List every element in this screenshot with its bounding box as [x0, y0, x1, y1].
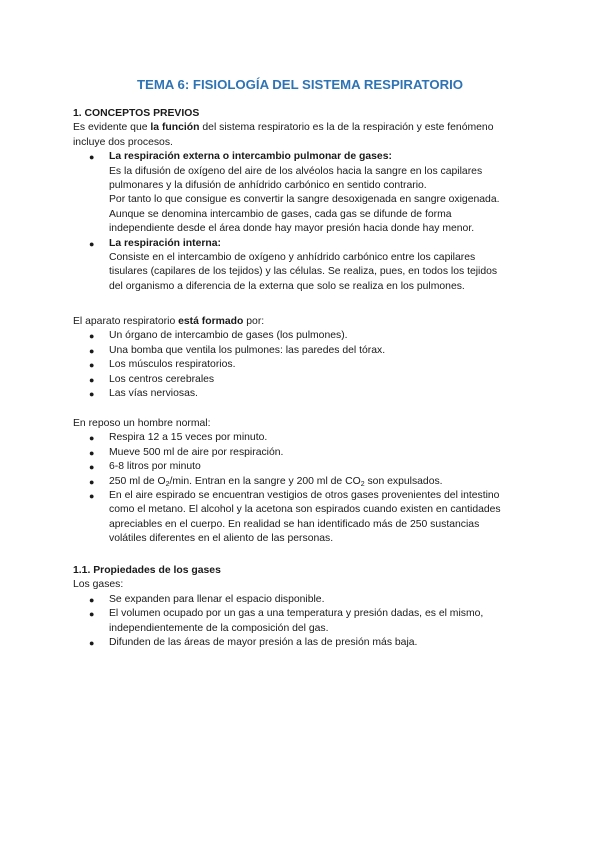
bullet-icon: ● [89, 331, 95, 342]
paragraph-line: Es la difusión de oxígeno del aire de los alvéolos hacia la sangre en los capilares [109, 165, 483, 177]
section-heading: 1. CONCEPTOS PREVIOS [73, 108, 200, 119]
paragraph-line: del organismo a diferencia de la externa que solo se realiza en los pulmones. [109, 280, 465, 292]
list-item: ● Difunden de las áreas de mayor presión a las de presión más baja. [73, 636, 533, 650]
paragraph-line: volátiles diferentes en el aliento de las personas. [109, 533, 334, 545]
list-item: ● Una bomba que ventila los pulmones: las paredes del tórax. [73, 344, 533, 358]
paragraph-line: Consiste en el intercambio de oxígeno y anhídrido carbónico entre los capilares [109, 252, 476, 264]
section-heading: 1.1. Propiedades de los gases [73, 565, 221, 576]
list-item: ● Respira 12 a 15 veces por minuto. [73, 431, 533, 445]
section-aparato [73, 315, 533, 401]
paragraph-line: Aunque se denomina intercambio de gases, cada gas se difunde de forma [109, 208, 452, 220]
list-item: ● Se expanden para llenar el espacio disponible. [73, 593, 533, 607]
bullet-icon: ● [89, 594, 95, 605]
section-reposo [73, 417, 533, 547]
page-title: TEMA 6: FISIOLOGÍA DEL SISTEMA RESPIRATORIO [136, 77, 464, 92]
paragraph-line: El volumen ocupado por un gas a una temperatura y presión dadas, es el mismo, [109, 608, 484, 620]
list-item [73, 489, 533, 547]
paragraph-line: En reposo un hombre normal: [73, 418, 211, 429]
paragraph-line: En el aire espirado se encuentran vestigios de otros gases provenientes del intestino [109, 490, 500, 502]
paragraph-line: pulmonares y la difusión de anhídrido carbónico en sentido contrario. [109, 180, 427, 192]
list-item: ● Las vías nerviosas. [73, 387, 533, 401]
list-item: ● Los músculos respiratorios. [73, 358, 533, 372]
bullet-list [73, 431, 533, 546]
section-propiedades-gases [73, 564, 533, 650]
list-item-title: La respiración interna: [109, 237, 222, 249]
list-item: ● Un órgano de intercambio de gases (los pulmones). [73, 329, 533, 343]
bullet-list [73, 593, 533, 651]
bullet-icon: ● [89, 638, 95, 649]
list-item: ● Mueve 500 ml de aire por respiración. [73, 446, 533, 460]
bullet-icon: ● [89, 491, 95, 502]
paragraph-line: incluye dos procesos. [73, 136, 173, 148]
paragraph-line: tisulares (capilares de los tejidos) y las células. Se realiza, pues, en todos los tejidos [109, 266, 498, 278]
list-item: ● 6-8 litros por minuto [73, 460, 533, 474]
list-item-title: La respiración externa o intercambio pulmonar de gases: [109, 151, 392, 163]
paragraph-line: como el metano. El alcohol y la acetona son espirados cuando existen en cantidades [109, 504, 501, 516]
bullet-list [73, 150, 533, 294]
paragraph-line: El aparato respiratorio está formado por: [73, 316, 265, 327]
paragraph-line: independiente desde el área donde hay mayor presión hacia donde hay menor. [109, 223, 475, 235]
bullet-icon: ● [89, 609, 95, 620]
bullet-icon: ● [89, 462, 95, 473]
section-conceptos-previos [73, 107, 533, 294]
bullet-icon: ● [89, 433, 95, 444]
list-item [73, 150, 533, 236]
bullet-icon: ● [89, 389, 95, 400]
bullet-icon: ● [89, 345, 95, 356]
bullet-icon: ● [89, 447, 95, 458]
bullet-list [73, 329, 533, 401]
paragraph-line: apreciables en el cuerpo. En realidad se han identificado más de 250 sustancias [109, 518, 480, 530]
paragraph-line: Por tanto lo que consigue es convertir la sangre desoxigenada en sangre oxigenada. [109, 194, 500, 206]
bullet-icon: ● [89, 238, 95, 249]
list-item: ● 250 ml de $O_2/\min$. Entran en la sangre y 200 ml de $CO_2$ son expulsados. [89, 475, 443, 488]
bullet-icon: ● [89, 374, 95, 385]
list-item [73, 607, 533, 636]
paragraph-line: independientemente de la composición del gas. [109, 622, 329, 634]
paragraph-line: Es evidente que la función del sistema respiratorio es la de la respiración y este fenómeno [73, 122, 494, 134]
paragraph-line: Los gases: [73, 579, 124, 591]
list-item: ● Los centros cerebrales [73, 373, 533, 387]
bullet-icon: ● [89, 360, 95, 371]
bullet-icon: ● [89, 152, 95, 163]
bullet-icon: ● [89, 476, 95, 487]
list-item [73, 237, 533, 295]
